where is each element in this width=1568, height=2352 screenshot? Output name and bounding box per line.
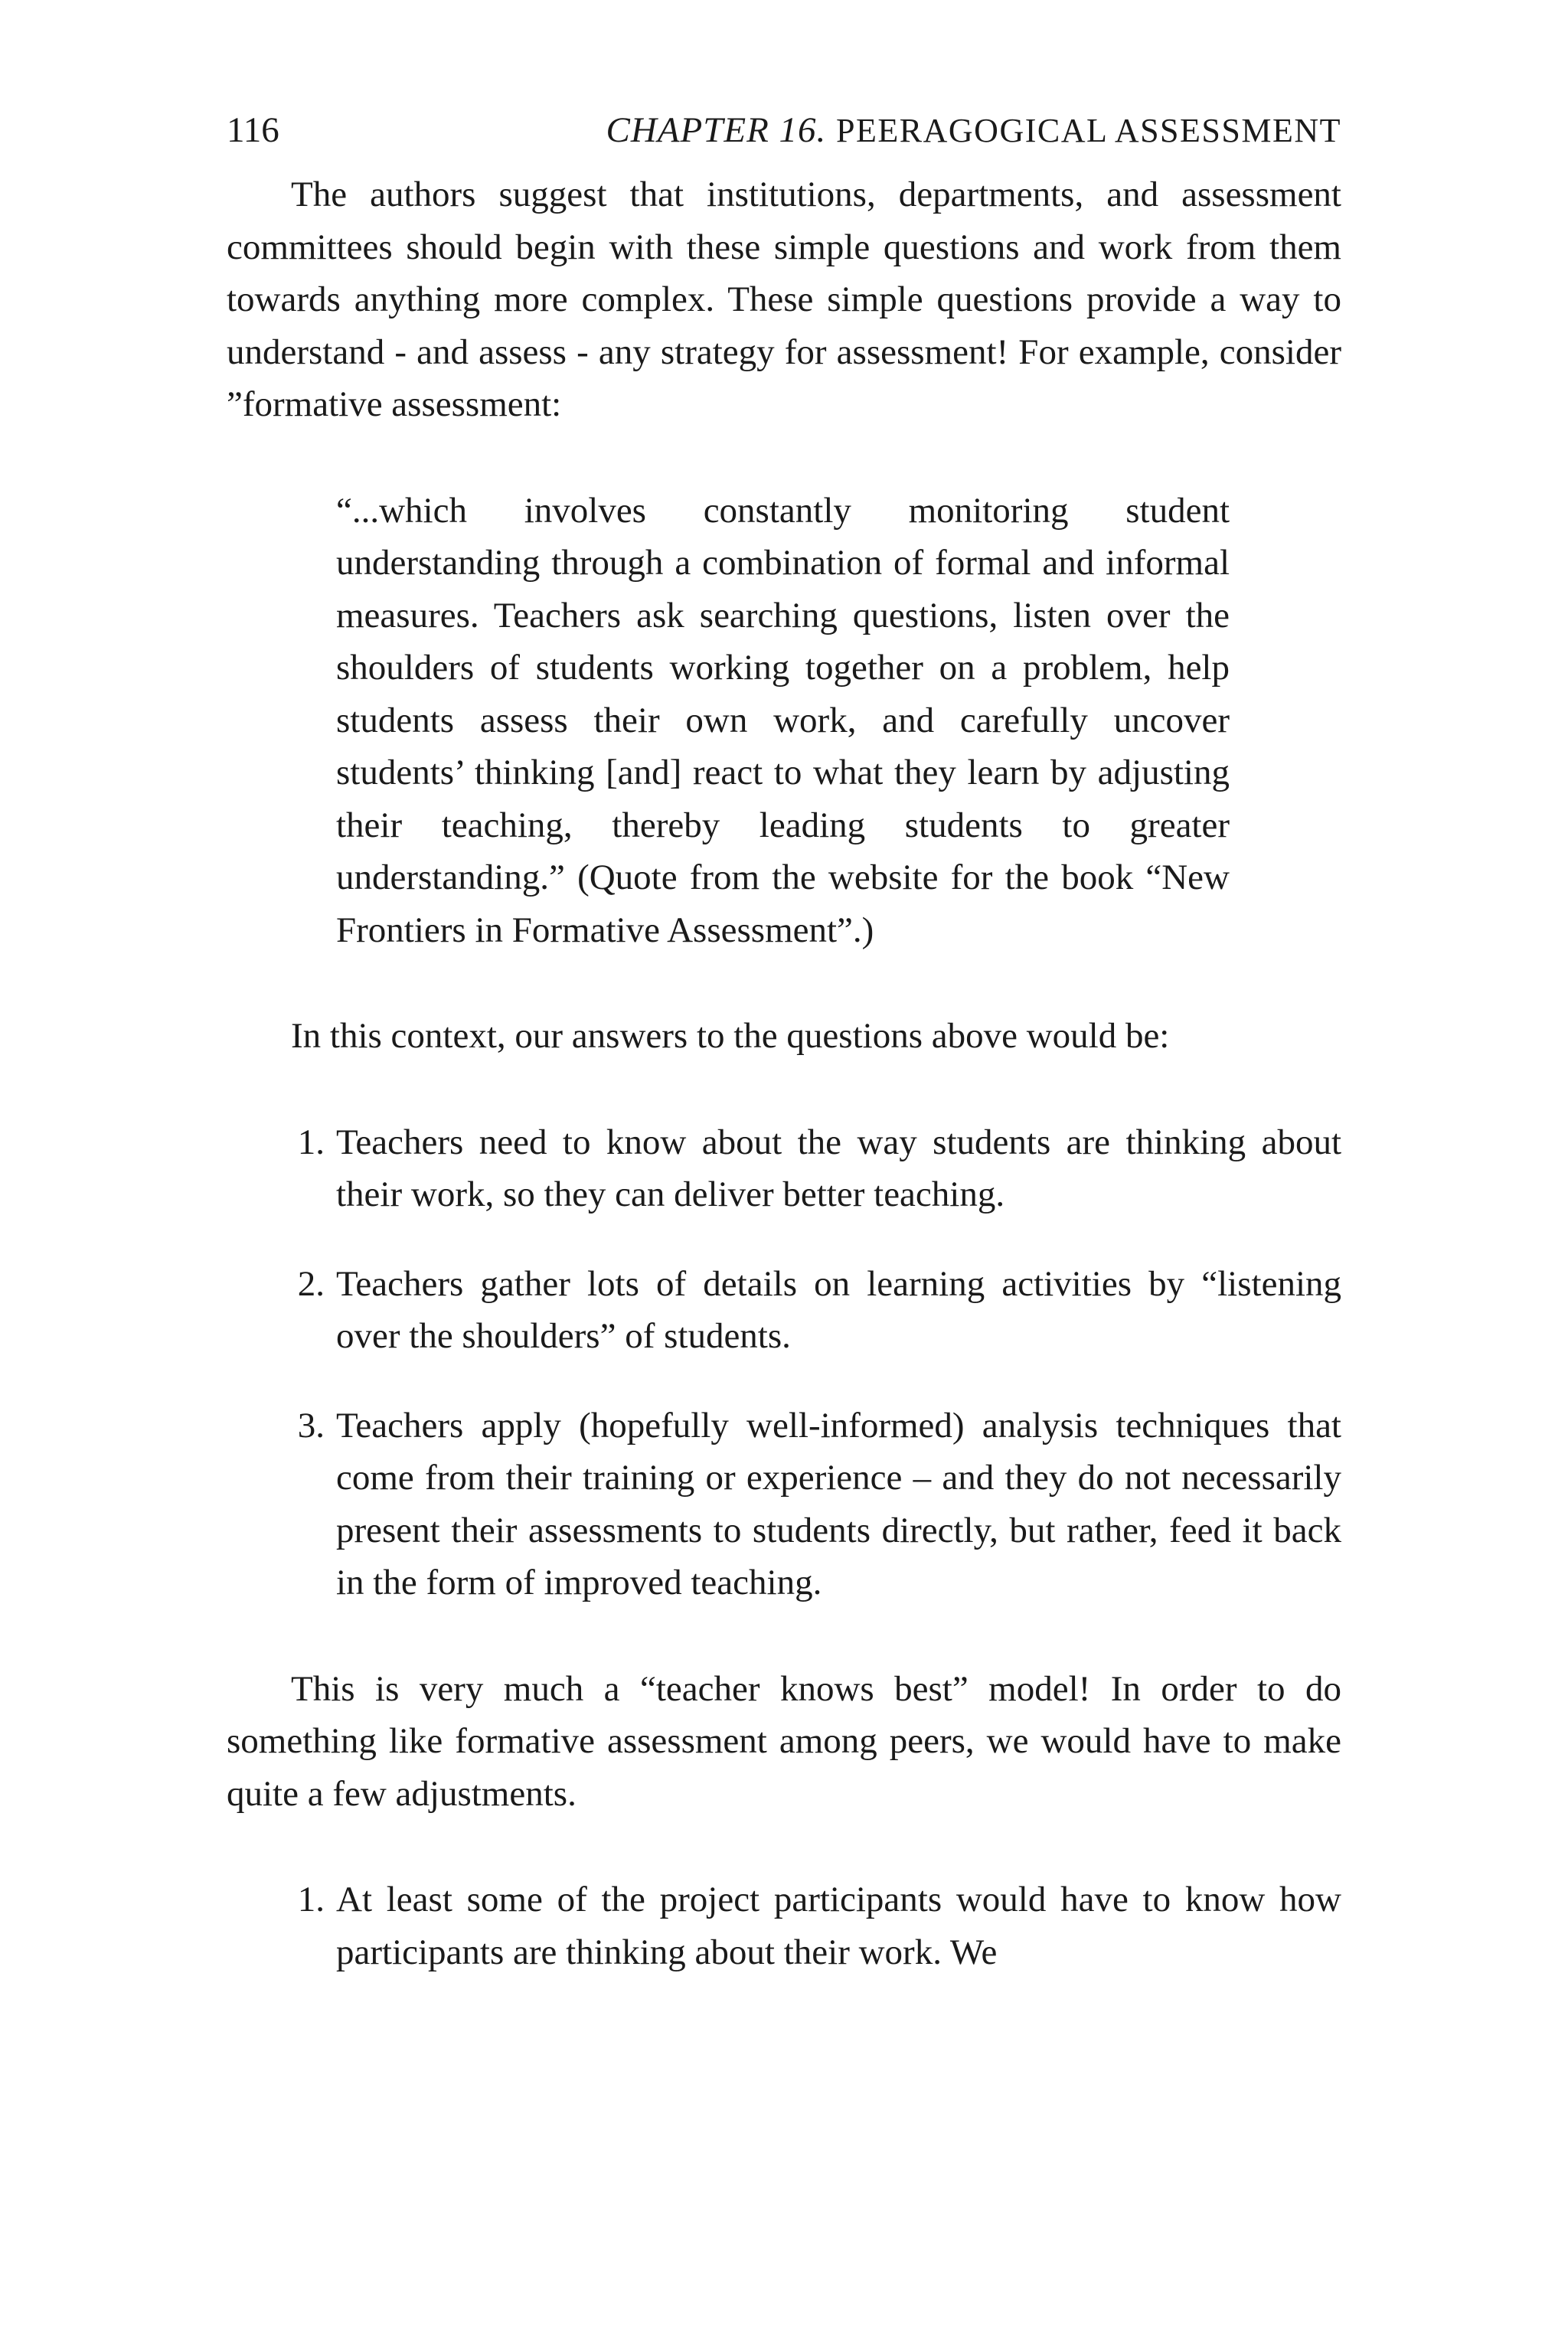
adjustments-list [227,1873,1341,1978]
list-item [227,1400,1341,1609]
list-item-text: Teachers apply (hopefully well-informed) analysis techniques that come from their training or experience – and they do not necessarily present their assessments to students directly, but rather, feed it back in the form of improved teaching. [336,1405,1341,1602]
list-item-number: 2. [297,1263,325,1304]
context-paragraph: In this context, our answers to the questions above would be: [291,1016,1170,1056]
list-item-text: Teachers gather lots of details on learning activities by “listening over the shoulders” of students. [336,1263,1341,1356]
answers-list [227,1116,1341,1609]
list-item-text: At least some of the project participants would have to know how participants are thinking about their work. We [336,1880,1341,1972]
teacher-model-paragraph: This is very much a “teacher knows best” model! In order to do something like formative assessment among peers, we would have to make quite a few adjustments. [227,1668,1341,1814]
list-item-number: 3. [297,1405,325,1446]
chapter-label: CHAPTER 16. [606,110,827,150]
formative-assessment-quote: “...which involves constantly monitoring student understanding through a combination of formal and informal measures. Teachers ask searching questions, listen over the shoulders of students working together on a problem, help students assess their own work, and carefully uncover students’ thinking [and] react to what they learn by adjusting their teaching, thereby leading students to greater understanding.” (Quote from the website for the book “New Frontiers in Formative Assessment”.) [336,490,1230,950]
list-item [227,1258,1341,1363]
book-page [227,100,1341,1978]
list-item-number: 1. [297,1122,325,1162]
chapter-title: PEERAGOGICAL ASSESSMENT [836,112,1341,149]
page-number: 116 [227,110,279,150]
intro-paragraph: The authors suggest that institutions, departments, and assessment committees should begin with these simple questions and work from them towards anything more complex. These simple questions provide a way to understand - and assess - any strategy for assessment! For example, consider ”formative assessment: [227,175,1341,424]
chapter-heading [606,100,1341,162]
list-item-text: Teachers need to know about the way students are thinking about their work, so they can deliver better teaching. [336,1122,1341,1214]
list-item [227,1116,1341,1221]
list-item-number: 1. [297,1880,325,1919]
running-head [227,100,1341,161]
list-item [227,1873,1341,1978]
